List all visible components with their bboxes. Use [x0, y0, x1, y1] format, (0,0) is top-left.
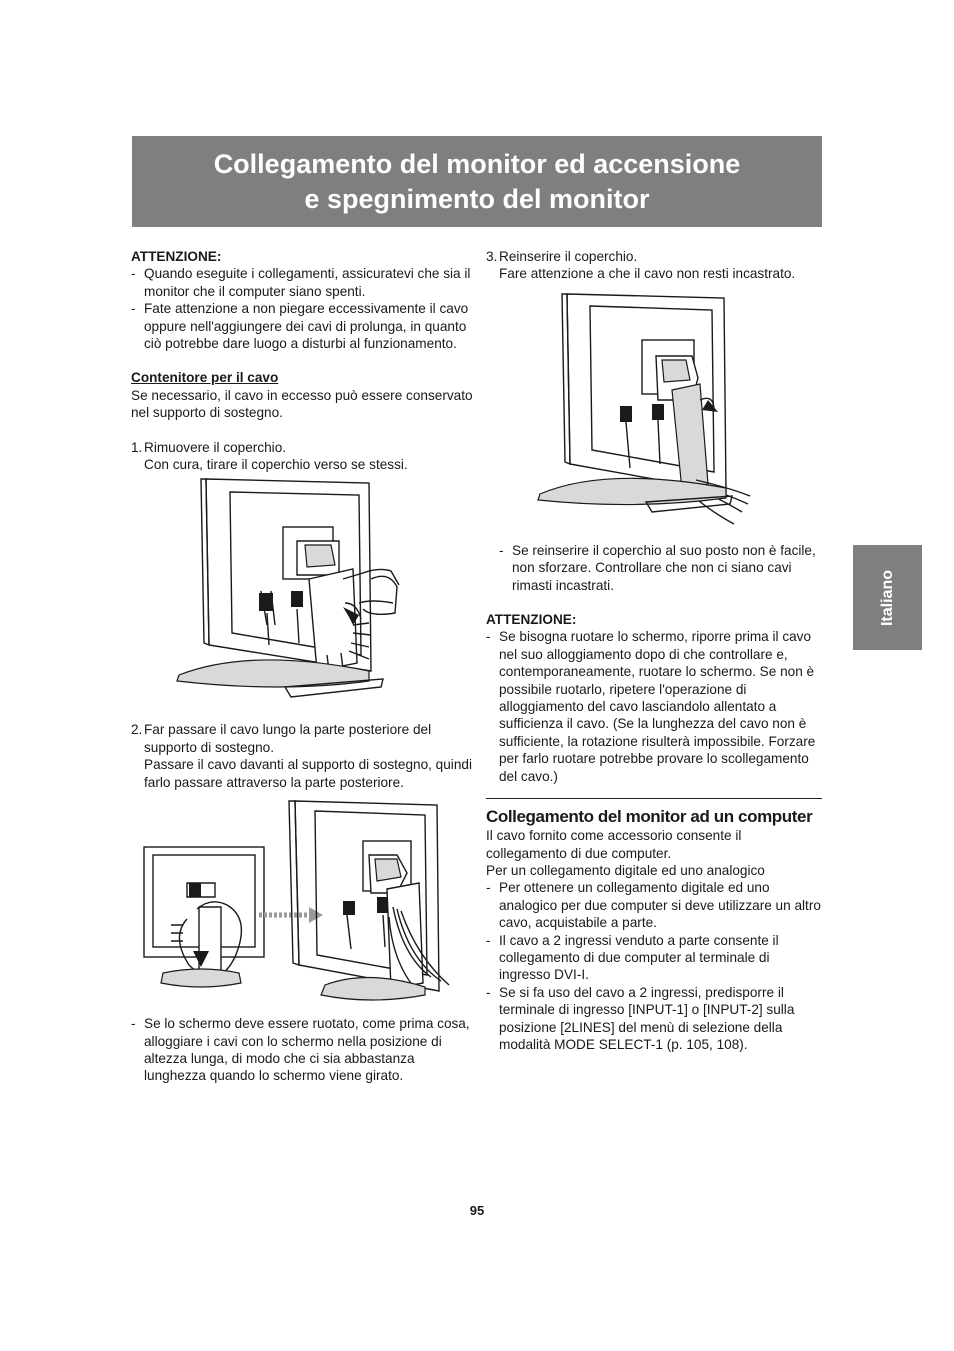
route-cable-illustration: [131, 797, 473, 1007]
computer-item: - Se si fa uso del cavo a 2 ingressi, predisporre il terminale di ingresso [INPUT-1] o [INPUT-2] sulla posizione [2LINES] del menù di selezione della modalità MODE SELECT-1 (p. 105, 108).: [486, 984, 822, 1054]
left-column: [131, 248, 473, 1085]
step-3-line-1: Reinserire il coperchio.: [499, 249, 638, 264]
step-2-line-2: Passare il cavo davanti al supporto di sostegno, quindi farlo passare attraverso la parte posteriore.: [144, 757, 472, 790]
page-title-line-2: e spegnimento del monitor: [304, 183, 650, 214]
right-column: [486, 248, 822, 1053]
step-1-line-1: Rimuovere il coperchio.: [144, 439, 287, 455]
reinsert-note: - Se reinserire il coperchio al suo posto non è facile, non sforzare. Controllare che non ci siano cavi rimasti incastrati.: [499, 542, 822, 594]
rotate-attention-heading: ATTENZIONE:: [486, 612, 577, 628]
computer-intro-2: Per un collegamento digitale ed uno analogico: [486, 862, 765, 878]
attention-item: - Fate attenzione a non piegare eccessivamente il cavo oppure nell'aggiungere dei cavi di prolunga, in quanto ciò potrebbe dare luogo a disturbi al funzionamento.: [131, 300, 473, 352]
attention-heading: ATTENZIONE:: [131, 249, 222, 264]
step-number: 1.: [131, 439, 143, 455]
language-tab-label: Italiano: [878, 569, 896, 626]
step-3: [486, 248, 822, 283]
rotate-attention-text: - Se bisogna ruotare lo schermo, riporre prima il cavo nel suo alloggiamento dopo di che controllare e, contemporaneamente, ruotare lo schermo. Se non è possibile ruotarlo, ripetere l'operazione di alloggiamento del cavo lasciandolo allentato a sufficienza il cavo. (Se la lunghezza del cavo non è sufficiente, la rotazione risulterà impossibile. Forzare per farlo ruotare potrebbe provare lo scollegamento del cavo.): [486, 628, 822, 785]
cable-holder-intro: Se necessario, il cavo in eccesso può essere conservato nel supporto di sostegno.: [131, 387, 473, 421]
computer-item: - Per ottenere un collegamento digitale ed uno analogico per due computer si deve utilizzare un altro cavo, acquistabile a parte.: [486, 879, 822, 931]
step-3-line-2: Fare attenzione a che il cavo non resti incastrato.: [499, 266, 796, 282]
page-number: 95: [469, 1203, 485, 1218]
cable-holder-heading: Contenitore per il cavo: [131, 370, 279, 386]
step-2-line-1: Far passare il cavo lungo la parte posteriore del supporto di sostegno.: [144, 722, 432, 755]
step-number: 2.: [131, 722, 143, 738]
step-1-line-2: Con cura, tirare il coperchio verso se stessi.: [144, 457, 408, 473]
computer-item: - Il cavo a 2 ingressi venduto a parte consente il collegamento di due computer al terminale di ingresso DVI-I.: [486, 932, 822, 984]
attention-item: - Quando eseguite i collegamenti, assicuratevi che sia il monitor che il computer siano spenti.: [131, 265, 473, 300]
remove-cover-illustration: [131, 475, 473, 711]
reinsert-cover-illustration: [486, 288, 822, 528]
computer-connection-heading: Collegamento del monitor ad un computer: [486, 798, 822, 827]
step-1: [131, 439, 473, 474]
step-2: [131, 721, 473, 791]
page-title-line-1: Collegamento del monitor ed accensione: [213, 148, 741, 179]
rotate-note: - Se lo schermo deve essere ruotato, come prima cosa, alloggiare i cavi con lo schermo nella posizione di altezza lunga, di modo che ci sia abbastanza lunghezza quando lo schermo viene girato.: [131, 1015, 473, 1085]
page-title: [132, 136, 822, 227]
computer-intro-1: Il cavo fornito come accessorio consente il collegamento di due computer.: [486, 828, 742, 861]
step-number: 3.: [486, 249, 498, 264]
language-tab: [853, 545, 922, 650]
